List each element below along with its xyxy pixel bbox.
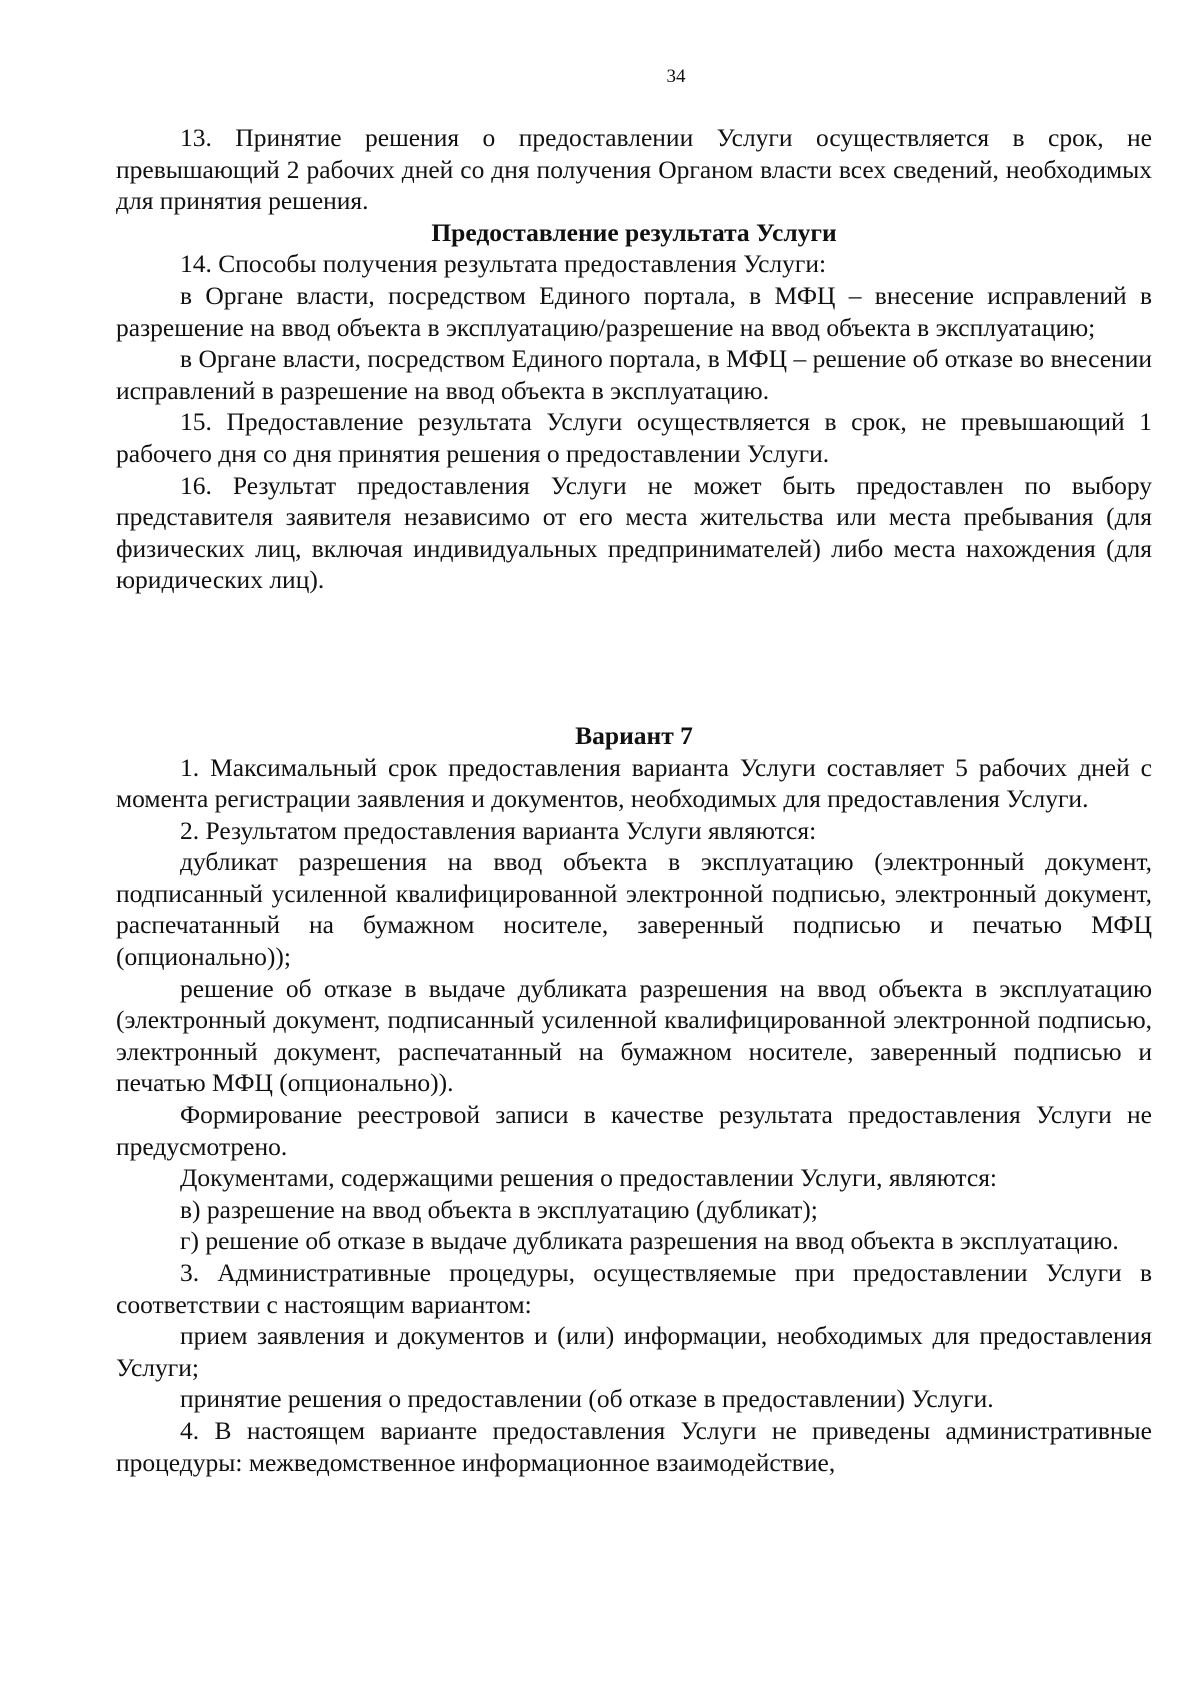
variant-paragraph-2-item-f: г) решение об отказе в выдаче дубликата разрешения на ввод объекта в эксплуатацию. [180, 1226, 1119, 1256]
variant-paragraph-2-item-b: решение об отказе в выдаче дубликата разрешения на ввод объекта в эксплуатацию (электронный документ, подписанный усиленной квалифицированной электронной подписью, электронный документ, распечатанный на бумажном носителе, заверенный подписью и печатью МФЦ (опционально)). [116, 973, 1152, 1098]
variant-paragraph-3: 3. Административные процедуры, осуществляемые при предоставлении Услуги в соответствии с настоящим вариантом: [116, 1258, 1152, 1319]
variant-paragraph-2-item-e: в) разрешение на ввод объекта в эксплуатацию (дубликат); [180, 1194, 818, 1224]
variant-paragraph-4: 4. В настоящем варианте предоставления Услуги не приведены административные процедуры: межведомственное информационное взаимодействие, [116, 1415, 1152, 1477]
paragraph-15: 15. Предоставление результата Услуги осуществляется в срок, не превышающий 1 рабочего дня со дня принятия решения о предоставлении Услуги. [116, 407, 1152, 468]
section-variant-7 [116, 720, 1152, 1478]
variant-paragraph-2-item-c: Формирование реестровой записи в качестве результата предоставления Услуги не предусмотрено. [116, 1100, 1152, 1161]
document-page [116, 66, 1152, 1478]
paragraph-14-item-a: в Органе власти, посредством Единого портала, в МФЦ – внесение исправлений в разрешение на ввод объекта в эксплуатацию/разрешение на ввод объекта в эксплуатацию; [116, 280, 1152, 342]
variant-paragraph-2-item-d: Документами, содержащими решения о предоставлении Услуги, являются: [180, 1163, 998, 1193]
heading-result-delivery: Предоставление результата Услуги [431, 217, 837, 247]
variant-paragraph-2: 2. Результатом предоставления варианта Услуги являются: [180, 815, 817, 845]
section-result-delivery [116, 122, 1152, 596]
variant-paragraph-3-item-b: принятие решения о предоставлении (об отказе в предоставлении) Услуги. [180, 1384, 994, 1414]
paragraph-16: 16. Результат предоставления Услуги не может быть предоставлен по выбору представителя заявителя независимо от его места жительства или места пребывания (для физических лиц, включая индивидуальных предпринимателей) либо места нахождения (для юридических лиц). [116, 470, 1152, 595]
variant-paragraph-2-item-a: дубликат разрешения на ввод объекта в эксплуатацию (электронный документ, подписанный усиленной квалифицированной электронной подписью, электронный документ, распечатанный на бумажном носителе, заверенный подписью и печатью МФЦ (опционально)); [116, 847, 1152, 972]
variant-paragraph-1: 1. Максимальный срок предоставления варианта Услуги составляет 5 рабочих дней с момента регистрации заявления и документов, необходимых для предоставления Услуги. [116, 752, 1152, 814]
heading-variant-7: Вариант 7 [575, 720, 693, 750]
page-number: 34 [666, 66, 686, 87]
paragraph-13: 13. Принятие решения о предоставлении Услуги осуществляется в срок, не превышающий 2 рабочих дней со дня получения Органом власти всех сведений, необходимых для принятия решения. [116, 123, 1152, 216]
variant-paragraph-3-item-a: прием заявления и документов и (или) информации, необходимых для предоставления Услуги; [116, 1321, 1152, 1382]
paragraph-14: 14. Способы получения результата предоставления Услуги: [180, 249, 827, 279]
paragraph-14-item-b: в Органе власти, посредством Единого портала, в МФЦ – решение об отказе во внесении исправлений в разрешение на ввод объекта в эксплуатацию. [116, 344, 1152, 405]
